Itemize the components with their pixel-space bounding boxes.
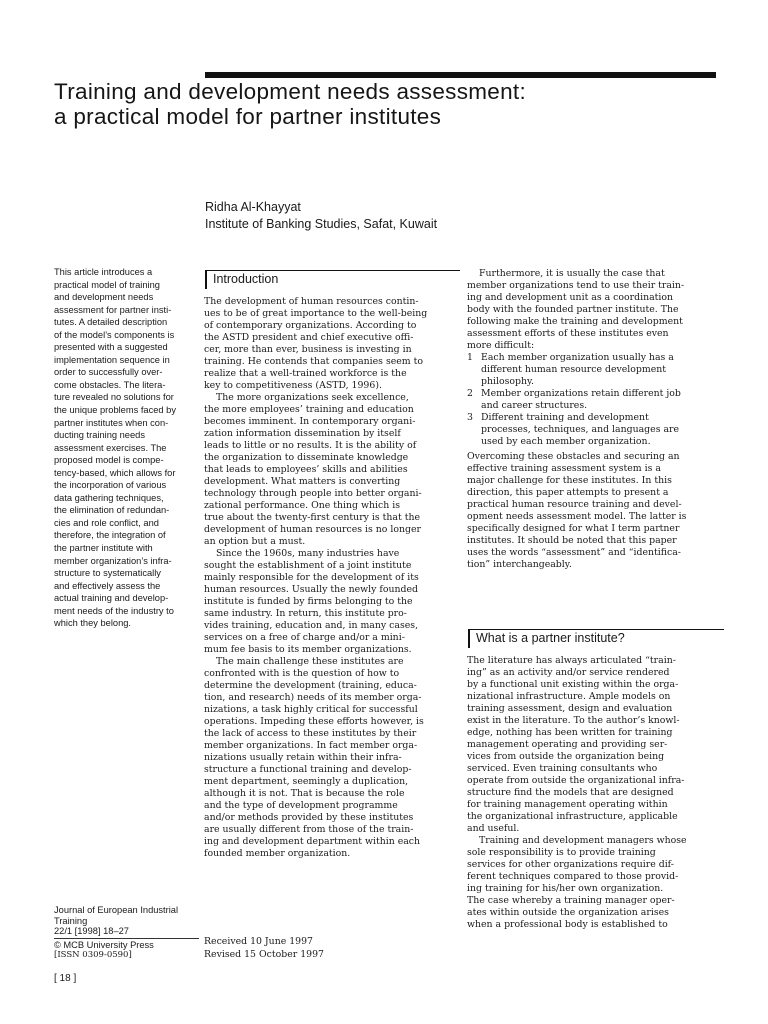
text-line: when a professional body is established to: [467, 919, 668, 930]
text-line: major challenge for these institutes. In this: [467, 475, 672, 486]
revised-date: Revised 15 October 1997: [204, 948, 324, 960]
text-line: structure find the models that are designed: [467, 787, 674, 798]
text-line: operations. Impeding these efforts however, is: [204, 716, 424, 727]
text-line: mainly responsible for the development of its: [204, 572, 419, 583]
text-line: body with the founded partner institute. The: [467, 304, 679, 315]
article-title: [54, 79, 714, 129]
list-item-line: [467, 352, 719, 364]
text-line: the elimination of redundan-: [54, 505, 170, 516]
list-item-line: [467, 436, 719, 448]
section-heading-introduction: Introduction: [205, 270, 460, 289]
text-line: the lack of access to these institutes by their: [204, 728, 417, 739]
journal-name-2: Training: [54, 915, 88, 926]
text-line: The development of human resources contin-: [204, 296, 419, 307]
list-item-line: [467, 364, 719, 376]
text-line: confronted with is the question of how to: [204, 668, 400, 679]
text-line: ing training for his/her own organization.: [467, 883, 664, 894]
text-line: and/or methods provided by these institutes: [204, 812, 414, 823]
text-line: realize that a well-trained workforce is the: [204, 368, 407, 379]
text-line: training assessment, design and evaluation: [467, 703, 673, 714]
text-line: structure to systematically: [54, 568, 161, 579]
list-number: 3: [467, 412, 473, 423]
list-item-line: [467, 424, 719, 436]
text-line: the organization to disseminate knowledge: [204, 452, 409, 463]
text-line: determine the development (training, educa-: [204, 680, 417, 691]
text-line: and useful.: [467, 823, 520, 834]
text-line: Furthermore, it is usually the case that: [479, 268, 665, 279]
journal-publisher: © MCB University Press: [54, 939, 154, 950]
text-line: ducting training needs: [54, 430, 145, 441]
journal-volume: 22/1 [1998] 18–27: [54, 926, 129, 937]
text-line: ment needs of the industry to: [54, 605, 174, 616]
text-line: implementation sequence in: [54, 354, 170, 365]
page-number: [ 18 ]: [54, 973, 77, 984]
text-line: of contemporary organizations. According to: [204, 320, 417, 331]
list-item-line: [467, 400, 719, 412]
list-item-line: [467, 376, 719, 388]
text-line: Overcoming these obstacles and securing an: [467, 451, 680, 462]
text-line: following make the training and development: [467, 316, 683, 327]
text-line: zation information dissemination by itself: [204, 428, 401, 439]
list-item-line: [467, 412, 719, 424]
text-line: operate from outside the organizational infra-: [467, 775, 685, 786]
journal-name: Journal of European Industrial: [54, 905, 179, 915]
text-line: practical human resource training and devel-: [467, 499, 682, 510]
column-2-body: [467, 268, 719, 571]
text-line: practical model of training: [54, 279, 160, 290]
text-line: the ASTD president and chief executive offi-: [204, 332, 414, 343]
text-line: ing” as an activity and/or service rendered: [467, 667, 670, 678]
list-text: Each member organization usually has a: [481, 352, 674, 363]
title-line-2: a practical model for partner institutes: [54, 104, 442, 129]
text-line: The more organizations seek excellence,: [216, 392, 409, 403]
text-line: cer, more than ever, business is investing in: [204, 344, 412, 355]
text-line: mum fee basis to its member organizations.: [204, 644, 412, 655]
introduction-body: [204, 296, 456, 860]
text-line: vides training, education and, in many cases,: [204, 620, 419, 631]
text-line: the unique problems faced by: [54, 405, 176, 416]
text-line: becomes imminent. In contemporary organi-: [204, 416, 416, 427]
text-line: effective training assessment system is a: [467, 463, 661, 474]
text-line: ues to be of great importance to the well-being: [204, 308, 428, 319]
text-line: edge, nothing has been written for training: [467, 727, 673, 738]
text-line: This article introduces a: [54, 267, 153, 277]
author-affiliation: Institute of Banking Studies, Safat, Kuwait: [205, 217, 438, 231]
text-line: sole responsibility is to provide training: [467, 847, 656, 858]
text-line: nizational infrastructure. Ample models on: [467, 691, 671, 702]
text-line: The main challenge these institutes are: [216, 656, 404, 667]
text-line: member organizations. In fact member orga-: [204, 740, 418, 751]
list-number: 1: [467, 352, 473, 363]
list-text: Different training and development: [481, 412, 649, 423]
text-line: specifically designed for what I term partner: [467, 523, 680, 534]
text-line: which they belong.: [54, 618, 132, 629]
text-line: although it is not. That is because the role: [204, 788, 405, 799]
text-line: member organizations tend to use their train-: [467, 280, 685, 291]
list-number: 2: [467, 388, 473, 399]
text-line: key to competitiveness (ASTD, 1996).: [204, 380, 382, 391]
text-line: the organizational infrastructure, applicable: [467, 811, 678, 822]
text-line: true about the twenty-first century is that the: [204, 512, 421, 523]
text-line: direction, this paper attempts to present a: [467, 487, 669, 498]
text-line: nizations, a task highly critical for successful: [204, 704, 418, 715]
text-line: and development needs: [54, 292, 154, 303]
text-line: more difficult:: [467, 340, 535, 351]
text-line: the partner institute with: [54, 543, 153, 554]
text-line: come obstacles. The litera-: [54, 379, 166, 390]
text-line: proposed model is compe-: [54, 455, 164, 466]
text-line: development. What matters is converting: [204, 476, 401, 487]
text-line: and effectively assess the: [54, 580, 161, 591]
text-line: tutes. A detailed description: [54, 317, 168, 328]
received-date: Received 10 June 1997: [204, 936, 313, 947]
text-line: that leads to employees’ skills and abilities: [204, 464, 408, 475]
author-block: [205, 199, 437, 233]
text-line: structure a functional training and develop-: [204, 764, 412, 775]
text-line: nizations usually retain within their infra-: [204, 752, 402, 763]
journal-info: [54, 905, 199, 961]
text-line: assessment for partner insti-: [54, 304, 172, 315]
list-text: processes, techniques, and languages are: [481, 424, 680, 435]
text-line: services on a free of charge and/or a mini-: [204, 632, 405, 643]
text-line: serviced. Even training consultants who: [467, 763, 658, 774]
text-line: zational performance. One thing which is: [204, 500, 401, 511]
text-line: member organization’s infra-: [54, 555, 172, 566]
text-line: tion, and research) needs of its member orga-: [204, 692, 422, 703]
text-line: services for other organizations require dif-: [467, 859, 674, 870]
abstract: [54, 266, 199, 630]
text-line: Since the 1960s, many industries have: [216, 548, 400, 559]
section-heading-partner-institute: What is a partner institute?: [468, 629, 724, 648]
text-line: same industry. In return, this institute pro-: [204, 608, 407, 619]
text-line: by a functional unit existing within the orga-: [467, 679, 679, 690]
title-line-1: Training and development needs assessment:: [54, 79, 527, 104]
list-text: Member organizations retain different job: [481, 388, 681, 399]
text-line: sought the establishment of a joint institute: [204, 560, 412, 571]
text-line: actual training and develop-: [54, 593, 169, 604]
text-line: vices from outside the organization being: [467, 751, 665, 762]
text-line: The literature has always articulated “train-: [467, 655, 676, 666]
text-line: ing and development unit as a coordination: [467, 292, 674, 303]
list-text: used by each member organization.: [481, 436, 651, 447]
text-line: leads to little or no results. It is the ability of: [204, 440, 417, 451]
text-line: an option but a must.: [204, 536, 306, 547]
text-line: ing and development department within each: [204, 836, 421, 847]
text-line: development of human resources is no longer: [204, 524, 421, 535]
text-line: ment department, seemingly a duplication,: [204, 776, 409, 787]
text-line: founded member organization.: [204, 848, 351, 859]
text-line: order to successfully over-: [54, 367, 163, 378]
text-line: uses the words “assessment” and “identifica-: [467, 547, 681, 558]
text-line: assessment efforts of these institutes even: [467, 328, 669, 339]
text-line: ture revealed no solutions for: [54, 392, 174, 403]
text-line: the more employees’ training and education: [204, 404, 414, 415]
text-line: opment needs assessment model. The latter is: [467, 511, 687, 522]
text-line: partner institutes when con-: [54, 417, 169, 428]
text-line: and the type of development programme: [204, 800, 398, 811]
text-line: exist in the literature. To the author’s knowl-: [467, 715, 680, 726]
text-line: the incorporation of various: [54, 480, 167, 491]
text-line: therefore, the integration of: [54, 530, 166, 541]
text-line: of the model’s components is: [54, 329, 175, 340]
text-line: institutes. It should be noted that this paper: [467, 535, 677, 546]
text-line: assessment exercises. The: [54, 442, 167, 453]
text-line: technology through people into better organi-: [204, 488, 422, 499]
text-line: ates within outside the organization arises: [467, 907, 669, 918]
text-line: institute is funded by firms belonging to the: [204, 596, 413, 607]
text-line: data gathering techniques,: [54, 492, 164, 503]
text-line: for training management operating within: [467, 799, 668, 810]
text-line: The case whereby a training manager oper-: [467, 895, 675, 906]
received-dates: [204, 936, 324, 961]
journal-issn: [ISSN 0309-0590]: [54, 950, 132, 961]
partner-institute-body: [467, 655, 719, 931]
list-text: philosophy.: [481, 376, 535, 387]
text-line: presented with a suggested: [54, 342, 168, 353]
text-line: tion” interchangeably.: [467, 559, 572, 570]
list-text: different human resource development: [481, 364, 667, 375]
text-line: human resources. Usually the newly founded: [204, 584, 419, 595]
text-line: ferent techniques compared to those provid-: [467, 871, 679, 882]
author-name: Ridha Al-Khayyat: [205, 200, 301, 214]
text-line: training. He contends that companies seem to: [204, 356, 424, 367]
list-text: and career structures.: [481, 400, 588, 411]
journal-divider: [54, 938, 199, 939]
title-rule: [205, 72, 716, 78]
text-line: tency-based, which allows for: [54, 467, 176, 478]
text-line: are usually different from those of the train-: [204, 824, 414, 835]
list-item-line: [467, 388, 719, 400]
text-line: management operating and providing ser-: [467, 739, 668, 750]
text-line: Training and development managers whose: [479, 835, 687, 846]
text-line: cies and role conflict, and: [54, 517, 159, 528]
